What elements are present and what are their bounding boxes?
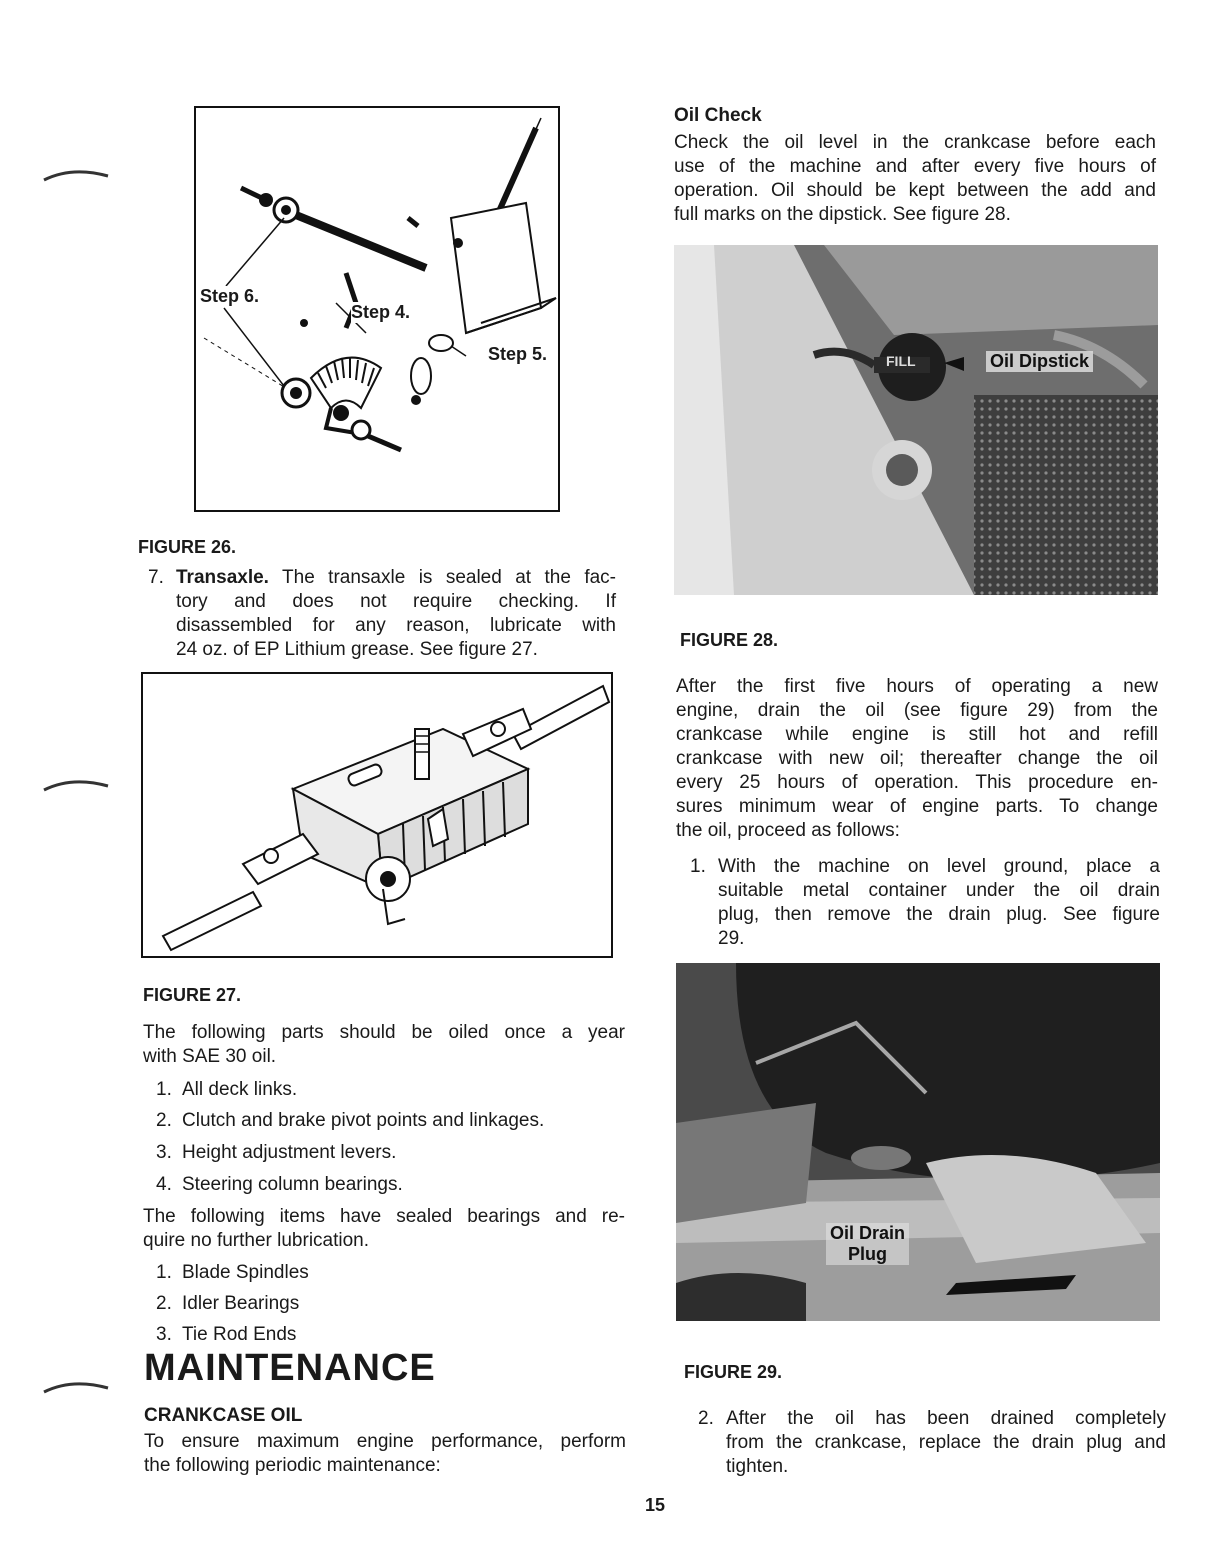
step1-line-4: 29. — [718, 928, 745, 949]
crankcase-oil-paragraph — [144, 1430, 626, 1478]
step1-line-3: plug, then remove the drain plug. See figure — [718, 904, 1160, 925]
oiled-intro-line-2: with SAE 30 oil. — [143, 1046, 277, 1067]
sealed-items-intro — [143, 1205, 625, 1253]
callout-oil-dipstick: Oil Dipstick — [986, 351, 1093, 372]
figure-26-illustration — [194, 106, 560, 512]
step1-line-2: suitable metal container under the oil drain — [718, 880, 1160, 901]
figure-26-label: FIGURE 26. — [138, 537, 237, 557]
margin-mark — [42, 1370, 112, 1400]
figure-29-label: FIGURE 29. — [684, 1362, 783, 1382]
after-line-6: sures minimum wear of engine parts. To change — [676, 796, 1158, 817]
drain-plug-photo-rendering — [676, 963, 1160, 1321]
sealed-intro-line-2: quire no further lubrication. — [143, 1230, 370, 1251]
figure-28-label: FIGURE 28. — [680, 630, 779, 650]
after-line-3: crankcase while engine is still hot and refill — [676, 724, 1158, 745]
step2-line-3: tighten. — [726, 1456, 789, 1477]
callout-line-2: Plug — [848, 1244, 887, 1264]
list-item: 2. Clutch and brake pivot points and linkages. — [156, 1110, 545, 1131]
transaxle-line-3: disassembled for any reason, lubricate with — [176, 615, 616, 636]
step2-line-2: from the crankcase, replace the drain plug and — [726, 1432, 1166, 1453]
callout-line-1: Oil Drain — [830, 1223, 906, 1243]
after-line-7: the oil, proceed as follows: — [676, 820, 900, 841]
after-line-5: every 25 hours of operation. This procedure en- — [676, 772, 1158, 793]
after-line-1: After the first five hours of operating a new — [676, 676, 1158, 697]
list-item: 1. Blade Spindles — [156, 1262, 309, 1283]
transaxle-line-2: tory and does not require checking. If — [176, 591, 616, 612]
oil-check-line-2: use of the machine and after every five hours of — [674, 156, 1156, 177]
margin-mark — [42, 158, 112, 188]
list-item: 2. Idler Bearings — [156, 1293, 300, 1314]
crankcase-oil-heading: CRANKCASE OIL — [144, 1405, 303, 1426]
step2-line-1: After the oil has been drained completely — [726, 1408, 1166, 1429]
oil-change-paragraph — [676, 675, 1158, 843]
transaxle-line-4: 24 oz. of EP Lithium grease. See figure 27. — [176, 639, 538, 660]
figure-27-label: FIGURE 27. — [143, 985, 242, 1005]
after-line-2: engine, drain the oil (see figure 29) from the — [676, 700, 1158, 721]
crankcase-line-2: the following periodic maintenance: — [144, 1455, 441, 1476]
callout-oil-drain-plug — [826, 1223, 909, 1265]
transaxle-line-1: The transaxle is sealed at the fac- — [282, 567, 616, 588]
maintenance-heading: MAINTENANCE — [144, 1347, 436, 1389]
after-line-4: crankcase with new oil; thereafter change the oil — [676, 748, 1158, 769]
dipstick-cap-text: FILL — [886, 353, 916, 369]
transaxle-bold-term: Transaxle. — [176, 567, 269, 588]
list-item: 3. Height adjustment levers. — [156, 1142, 397, 1163]
list-item: 1. All deck links. — [156, 1079, 298, 1100]
figure-29-photo — [676, 963, 1160, 1321]
step-2-number: 2. — [698, 1408, 714, 1429]
oil-check-heading: Oil Check — [674, 105, 762, 126]
step-1-text — [718, 855, 1160, 951]
callout-step-5: Step 5. — [488, 344, 548, 364]
step-2-text — [726, 1407, 1166, 1479]
oil-check-line-1: Check the oil level in the crankcase before each — [674, 132, 1156, 153]
crankcase-line-1: To ensure maximum engine performance, perform — [144, 1431, 626, 1452]
figure-28-photo — [674, 245, 1158, 595]
dipstick-photo-rendering — [674, 245, 1158, 595]
oiled-intro-line-1: The following parts should be oiled once a year — [143, 1022, 625, 1043]
figure-27-illustration — [141, 672, 613, 958]
transaxle-drawing — [143, 674, 611, 956]
transaxle-paragraph — [176, 566, 616, 662]
oiled-parts-intro — [143, 1021, 625, 1069]
page-number: 15 — [645, 1495, 666, 1515]
list-item: 3. Tie Rod Ends — [156, 1324, 297, 1345]
oil-check-paragraph — [674, 131, 1156, 227]
margin-mark — [42, 768, 112, 798]
callout-step-6: Step 6. — [200, 286, 260, 306]
oil-check-line-3: operation. Oil should be kept between the add and — [674, 180, 1156, 201]
step-1-number: 1. — [690, 856, 706, 877]
callout-step-4: Step 4. — [351, 302, 411, 322]
list-item: 4. Steering column bearings. — [156, 1174, 403, 1195]
oil-check-line-4: full marks on the dipstick. See figure 28. — [674, 204, 1011, 225]
step1-line-1: With the machine on level ground, place a — [718, 856, 1160, 877]
transaxle-item-number: 7. — [148, 567, 164, 588]
sealed-intro-line-1: The following items have sealed bearings and re- — [143, 1206, 625, 1227]
